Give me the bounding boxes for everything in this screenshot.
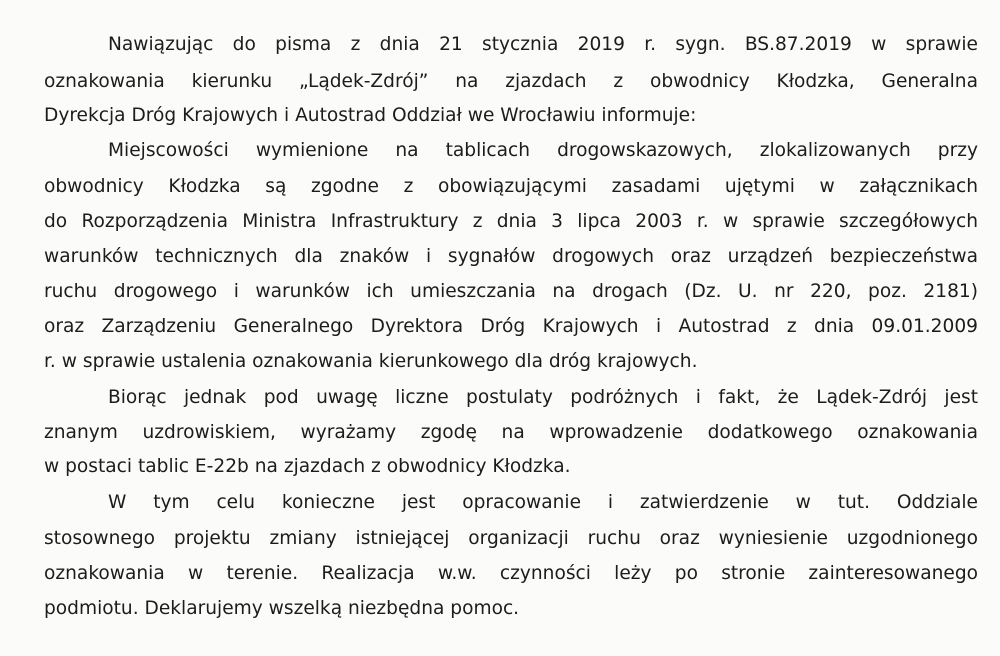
paragraph-1-line-2: oznakowania kierunku „Lądek-Zdrój” na zjazdach z obwodnicy Kłodzka, Generalna	[44, 71, 978, 92]
paragraph-4-line-3: oznakowania w terenie. Realizacja w.w. czynności leży po stronie zainteresowanego	[44, 563, 978, 584]
paragraph-2-line-5: ruchu drogowego i warunków ich umieszczania na drogach (Dz. U. nr 220, poz. 2181)	[44, 281, 978, 302]
paragraph-3-line-1: Biorąc jednak pod uwagę liczne postulaty podróżnych i fakt, że Lądek-Zdrój jest	[108, 387, 978, 408]
paragraph-1-line-1: Nawiązując do pisma z dnia 21 stycznia 2019 r. sygn. BS.87.2019 w sprawie	[108, 34, 978, 55]
paragraph-2-line-3: do Rozporządzenia Ministra Infrastruktury z dnia 3 lipca 2003 r. w sprawie szczegółowych	[44, 211, 978, 232]
paragraph-4-line-4: podmiotu. Deklarujemy wszelką niezbędna pomoc.	[44, 598, 520, 619]
paragraph-4-line-2: stosownego projektu zmiany istniejącej organizacji ruchu oraz wyniesienie uzgodnionego	[44, 528, 978, 549]
paragraph-3-line-3: w postaci tablic E-22b na zjazdach z obwodnicy Kłodzka.	[44, 456, 571, 477]
paragraph-4-line-1: W tym celu konieczne jest opracowanie i zatwierdzenie w tut. Oddziale	[108, 492, 978, 513]
paragraph-2-line-7: r. w sprawie ustalenia oznakowania kierunkowego dla dróg krajowych.	[44, 351, 698, 372]
paragraph-2-line-1: Miejscowości wymienione na tablicach drogowskazowych, zlokalizowanych przy	[108, 140, 978, 161]
paragraph-2-line-2: obwodnicy Kłodzka są zgodne z obowiązującymi zasadami ujętymi w załącznikach	[44, 176, 978, 197]
paragraph-3-line-2: znanym uzdrowiskiem, wyrażamy zgodę na wprowadzenie dodatkowego oznakowania	[44, 422, 978, 443]
paragraph-2-line-6: oraz Zarządzeniu Generalnego Dyrektora Dróg Krajowych i Autostrad z dnia 09.01.2009	[44, 316, 978, 337]
paragraph-2-line-4: warunków technicznych dla znaków i sygnałów drogowych oraz urządzeń bezpieczeństwa	[44, 246, 978, 267]
paragraph-1-line-3: Dyrekcja Dróg Krajowych i Autostrad Oddział we Wrocławiu informuje:	[44, 105, 697, 126]
